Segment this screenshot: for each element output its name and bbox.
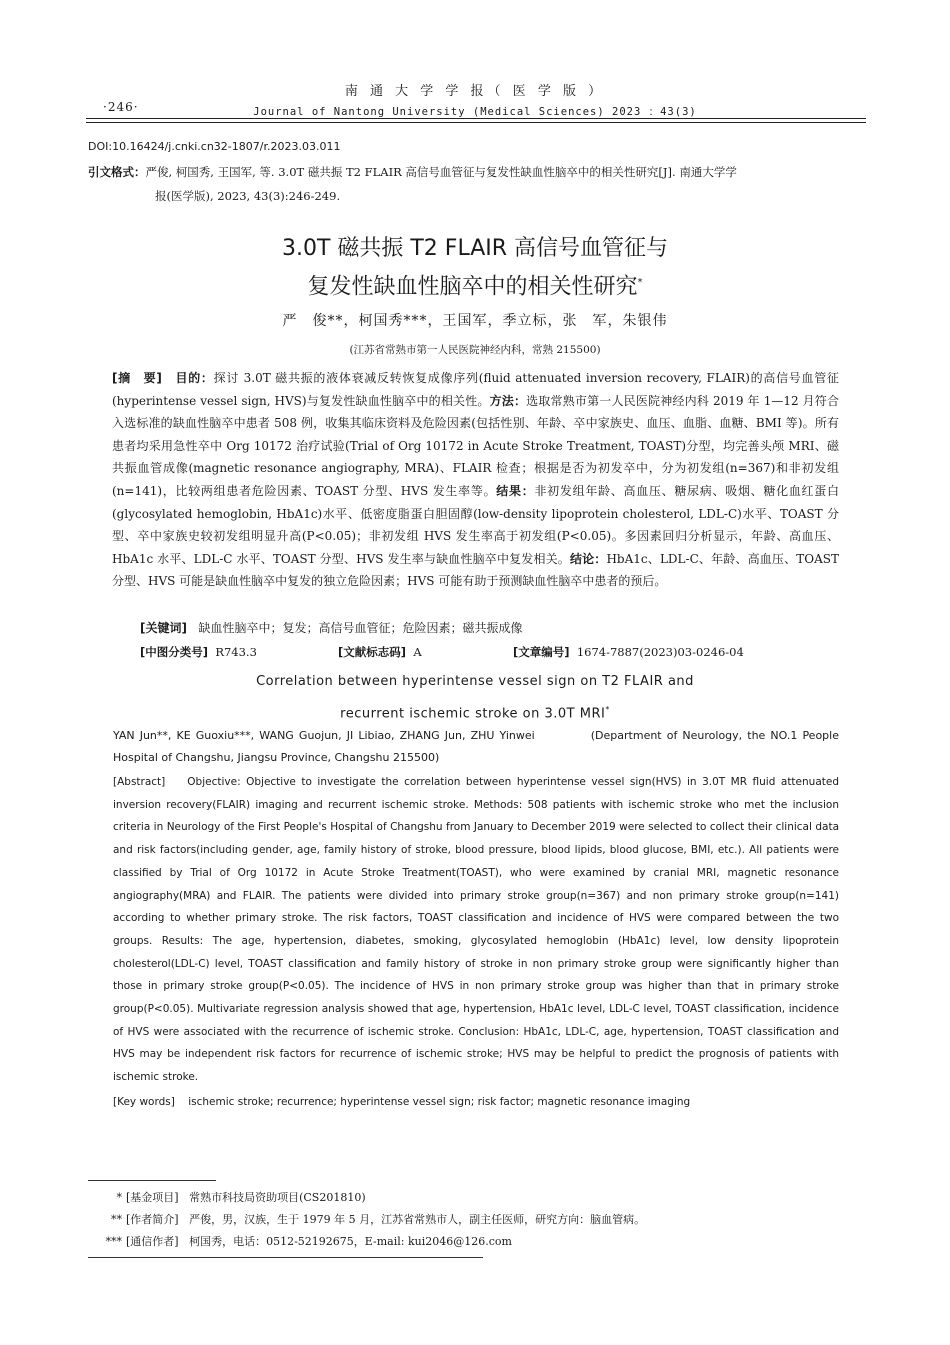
article-title-line2: 复发性缺血性脑卒中的相关性研究 — [307, 274, 638, 300]
authors-en — [113, 725, 839, 769]
footnote-text: 常熟市科技局资助项目(CS201810) — [189, 1191, 366, 1204]
article-no-label: [文章编号] — [513, 645, 570, 659]
doc-code-value: A — [413, 645, 422, 659]
footnote-mark: *** — [105, 1235, 122, 1248]
footnote-author-bio — [88, 1209, 868, 1231]
abstract-en-text: Objective: Objective to investigate the correlation between hyperintense vessel sign(HVS) in 3.0T MR fluid attenuated inversion recovery(FLAIR) imaging and recurrent ischemic stroke. Methods: 508 patients with ischemic stroke who met the inclusion criteria in Neurology of the First People's Hospital of Changshu from January to December 2019 were selected to collect their clinical data and risk factors(including gender, age, family history of stroke, blood pressure, blood lipids, blood glucose, BMI, etc.). All patients were classified by Trial of Org 10172 in Acute Stroke Treatment(TOAST), who were examined by cranial MRI, magnetic resonance angiography(MRA) and FLAIR. The patients were divided into primary stroke group(n=367) and non primary stroke group(n=141) according to whether primary stroke. The risk factors, TOAST classification and incidence of HVS were compared between the two groups. Results: The age, hypertension, diabetes, smoking, glycosylated hemoglobin (HbA1c) level, low density lipoprotein cholesterol(LDL-C) level, TOAST classification and family history of stroke in non primary stroke group were significantly higher than those in primary stroke group(P<0.05). The incidence of HVS in non primary stroke group was higher than that in primary stroke group(P<0.05). Multivariate regression analysis showed that age, hypertension, HbA1c level, LDL-C level, TOAST classification, incidence of HVS were associated with the recurrence of ischemic stroke. Conclusion: HbA1c, LDL-C, age, hypertension, TOAST classification and HVS may be independent risk factors for recurrence of ischemic stroke; HVS may be helpful to predict the prognosis of patients with ischemic stroke. — [113, 776, 839, 1084]
keywords-cn — [140, 617, 840, 639]
keywords-en-label: [Key words] — [113, 1096, 175, 1108]
footnote-label: [通信作者] — [126, 1235, 179, 1248]
keywords-cn-label: [关键词] — [140, 621, 187, 635]
citation-block — [88, 160, 868, 208]
authors: 严 俊**，柯国秀***，王国军，季立标，张 军，朱银伟 — [282, 313, 668, 329]
classification-row — [140, 641, 840, 663]
citation-label: 引文格式： — [88, 165, 146, 179]
affiliation: (江苏省常熟市第一人民医院神经内科，常熟 215500) — [349, 344, 601, 356]
footnote-rule-bottom — [88, 1257, 483, 1258]
article-title-line1: 3.0T 磁共振 T2 FLAIR 高信号血管征与 — [281, 236, 669, 261]
conclusion-label: 结论： — [569, 551, 607, 566]
footnote-text: 柯国秀，电话：0512-52192675，E-mail: kui2046@126.com — [189, 1235, 512, 1248]
objective-text: 探讨 3.0T 磁共振的液体衰减反转恢复成像序列(fluid attenuated inversion recovery, FLAIR)的高信号血管征(hyperintense vessel sign, HVS)与复发性缺血性脑卒中的相关性。 — [112, 371, 839, 408]
keywords-en-text: ischemic stroke; recurrence; hyperintense vessel sign; risk factor; magnetic resonance imaging — [188, 1096, 691, 1108]
abstract-cn — [112, 367, 839, 593]
title-footnote-mark: * — [637, 277, 643, 288]
results-text: 非初发组年龄、高血压、糖尿病、吸烟、糖化血红蛋白(glycosylated hemoglobin, HbA1c)水平、低密度脂蛋白胆固醇(low-density lipoprotein cholesterol, LDL-C)水平、TOAST 分型、卒中家族史较初发组明显升高(P<0.05)；非初发组 HVS 发生率高于初发组(P<0.05)。多因素回归分析显示，年龄、高血压、HbA1c 水平、LDL-C 水平、TOAST 分型、HVS 发生率与缺血性脑卒中复发相关。 — [112, 483, 839, 566]
article-title — [0, 232, 950, 304]
header-rule-thin — [86, 122, 866, 123]
results-label: 结果： — [496, 483, 535, 498]
footnote-mark: ** — [111, 1213, 122, 1226]
doi: DOI:10.16424/j.cnki.cn32-1807/r.2023.03.011 — [88, 140, 341, 153]
authors-en-names: YAN Jun**, KE Guoxiu***, WANG Guojun, JI Libiao, ZHANG Jun, ZHU Yinwei — [113, 729, 535, 742]
doc-code-label: [文献标志码] — [338, 645, 407, 659]
footnote-funding — [88, 1187, 868, 1209]
journal-title-en: Journal of Nantong University (Medical Sciences) 2023 ：43(3) — [253, 106, 697, 118]
footnote-correspondence — [88, 1231, 868, 1253]
methods-text: 选取常熟市第一人民医院神经内科 2019 年 1—12 月符合入选标准的缺血性脑卒中患者 508 例，收集其临床资料及危险因素(包括性别、年龄、卒中家族史、血压、血脂、血糖、BMI 等)。所有患者均采用急性卒中 Org 10172 治疗试验(Trial of Org 10172 in Acute Stroke Treatment, TOAST)分型，均完善头颅 MRI、磁共振血管成像(magnetic resonance angiography, MRA)、FLAIR 检查；根据是否为初发卒中，分为初发组(n=367)和非初发组(n=141)，比较两组患者危险因素、TOAST 分型、HVS 发生率等。 — [112, 393, 839, 498]
article-title-en-line2: recurrent ischemic stroke on 3.0T MRI — [340, 706, 606, 722]
footnote-text: 严俊，男，汉族，生于 1979 年 5 月，江苏省常熟市人，副主任医师，研究方向：脑血管病。 — [189, 1213, 646, 1226]
abstract-cn-label: [摘 要] — [112, 371, 162, 385]
clc-label: [中图分类号] — [140, 645, 209, 659]
objective-label: 目的： — [175, 371, 214, 385]
header-rule-thick — [86, 118, 866, 119]
page-number: ·246· — [103, 100, 139, 114]
article-title-en — [0, 668, 950, 728]
footnote-label: [基金项目] — [126, 1191, 179, 1204]
journal-title-cn: 南 通 大 学 学 报（ 医 学 版 ） — [344, 84, 606, 99]
footnote-mark: * — [116, 1191, 122, 1204]
methods-label: 方法： — [489, 393, 527, 408]
footnote-rule — [88, 1180, 216, 1181]
citation-line1: 严俊, 柯国秀, 王国军, 等. 3.0T 磁共振 T2 FLAIR 高信号血管征与复发性缺血性脑卒中的相关性研究[J]. 南通大学学 — [145, 165, 737, 179]
article-title-en-line1: Correlation between hyperintense vessel sign on T2 FLAIR and — [256, 674, 694, 689]
conclusion-text: HbA1c、LDL-C、年龄、高血压、TOAST 分型、HVS 可能是缺血性脑卒中复发的独立危险因素；HVS 可能有助于预测缺血性脑卒中患者的预后。 — [112, 551, 839, 589]
title-en-footnote-mark: * — [605, 705, 610, 714]
footnote-label: [作者简介] — [126, 1213, 179, 1226]
clc-value: R743.3 — [215, 645, 257, 659]
affiliation-en: (Department of Neurology, the NO.1 People Hospital of Changshu, Jiangsu Province, Changshu 215500) — [113, 729, 839, 764]
abstract-en-label: [Abstract] — [113, 776, 166, 788]
article-no-value: 1674-7887(2023)03-0246-04 — [576, 645, 744, 659]
keywords-cn-text: 缺血性脑卒中；复发；高信号血管征；危险因素；磁共振成像 — [198, 621, 523, 635]
keywords-en — [113, 1091, 839, 1113]
citation-line2: 报(医学版), 2023, 43(3):246-249. — [155, 189, 341, 203]
abstract-en — [113, 771, 839, 1089]
